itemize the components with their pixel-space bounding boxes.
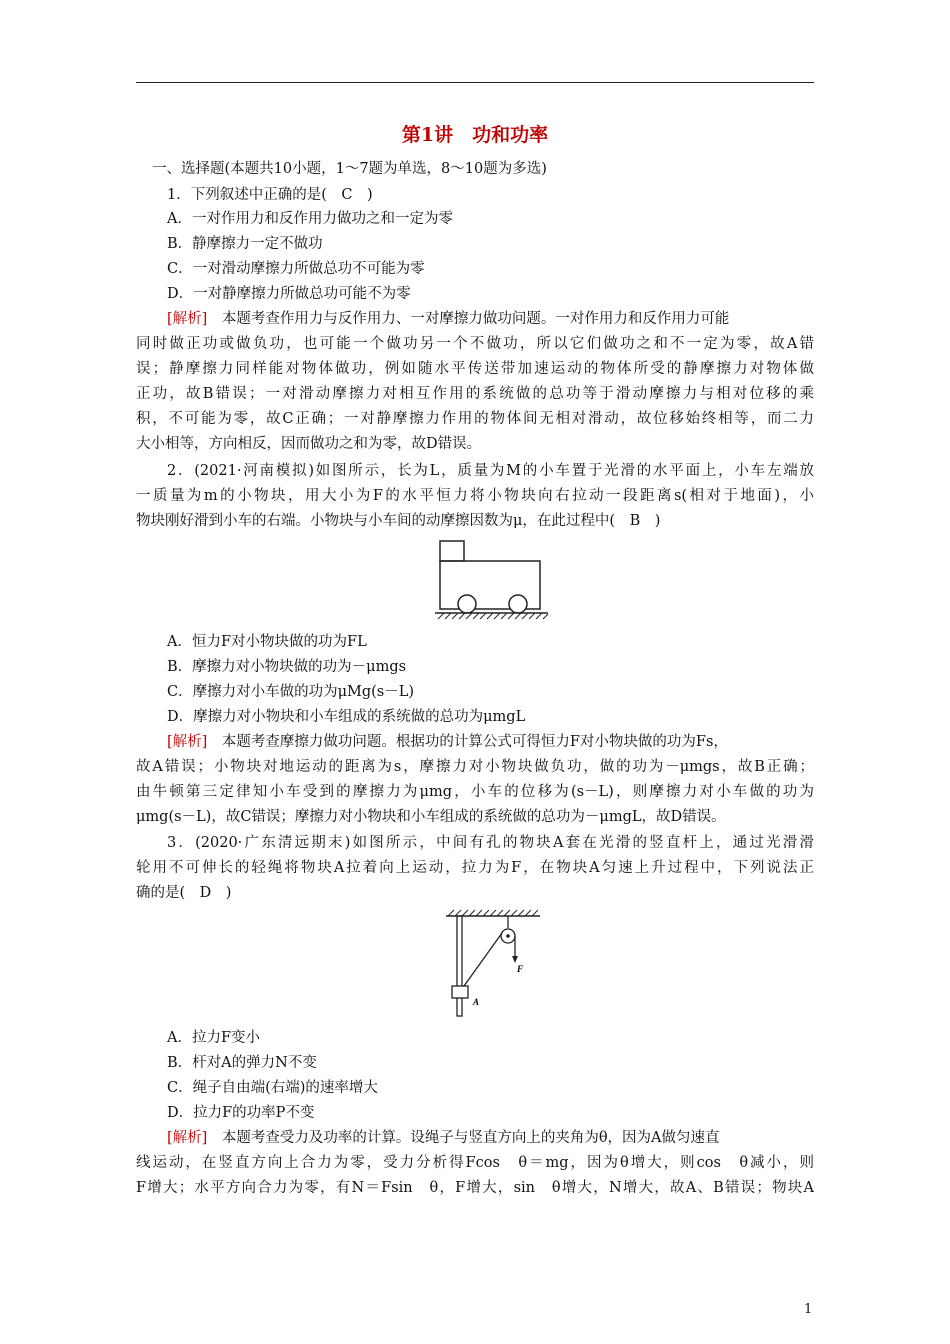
q1-analysis-line: 误；静摩擦力同样能对物体做功，例如随水平传送带加速运动的物体所受的静摩擦力对物体做 [136, 361, 814, 377]
q2-analysis-line: μmg(s－L)，故C错误；摩擦力对小物块和小车组成的系统做的总功为－μmgL，故D错误。 [136, 809, 726, 825]
q1-analysis-line: 正功，故B错误；一对滑动摩擦力对相互作用的系统做的总功等于滑动摩擦力与相对位移的乘 [136, 386, 814, 402]
vertical-rod [457, 916, 462, 1016]
small-block [440, 541, 464, 561]
q1-analysis-line: [解析] 本题考查作用力与反作用力、一对摩擦力做功问题。一对作用力和反作用力可能 [167, 311, 730, 327]
q3-option-a: A．拉力F变小 [167, 1030, 261, 1046]
analysis-tag: [解析] [167, 734, 208, 750]
pulley-figure [440, 906, 546, 1018]
q2-analysis-line: [解析] 本题考查摩擦力做功问题。根据功的计算公式可得恒力F对小物块做的功为Fs， [167, 734, 728, 750]
q2-option-b: B．摩擦力对小物块做的功为－μmgs [167, 659, 407, 675]
q1-option-c: C．一对滑动摩擦力所做总功不可能为零 [167, 261, 425, 277]
header-rule [136, 82, 814, 83]
q3-analysis-line: 线运动，在竖直方向上合力为零，受力分析得Fcos θ＝mg，因为θ增大，则cos θ减小，则 [136, 1155, 814, 1171]
page-title: 第1讲 功和功率 [401, 124, 549, 146]
page-number: 1 [804, 1302, 813, 1317]
q3-stem-line: 确的是( D ) [136, 885, 232, 901]
section-heading: 一、选择题(本题共10小题，1～7题为单选，8～10题为多选) [152, 161, 547, 177]
q1-analysis-line: 积，不可能为零，故C正确；一对静摩擦力作用的物体间无相对滑动，故位移始终相等，而二力 [136, 411, 814, 427]
q2-analysis-line: 由牛顿第三定律知小车受到的摩擦力为μmg，小车的位移为(s－L)，则摩擦力对小车做的功为 [136, 784, 814, 800]
q3-option-b: B．杆对A的弹力N不变 [167, 1055, 317, 1071]
block-a [452, 986, 468, 998]
q2-option-a: A．恒力F对小物块做的功为FL [167, 634, 367, 650]
rope-left [464, 933, 502, 986]
force-label: F [517, 964, 524, 974]
q3-stem-line: 轮用不可伸长的轻绳将物块A拉着向上运动，拉力为F，在物块A匀速上升过程中，下列说法正 [136, 860, 814, 876]
block-label: A [473, 997, 480, 1007]
q3-option-c: C．绳子自由端(右端)的速率增大 [167, 1080, 378, 1096]
ground-hatch [438, 613, 548, 619]
q1-analysis-line: 同时做正功或做负功，也可能一个做功另一个不做功，所以它们做功之和不一定为零，故A错 [136, 336, 814, 352]
q1-analysis-line: 大小相等，方向相反，因而做功之和为零，故D错误。 [136, 436, 482, 452]
q2-stem-line: 一质量为m的小物块，用大小为F的水平恒力将小物块向右拉动一段距离s(相对于地面)，小 [136, 488, 814, 504]
pulley-axle [506, 934, 510, 938]
q3-stem-line: 3．(2020·广东清远期末)如图所示，中间有孔的物块A套在光滑的竖直杆上，通过光滑滑 [167, 835, 814, 851]
cart-figure [430, 536, 554, 628]
cart-wheel-right [509, 595, 527, 613]
q2-stem-line: 2．(2021·河南模拟)如图所示，长为L，质量为M的小车置于光滑的水平面上，小车左端放 [167, 463, 814, 479]
q2-analysis-line: 故A错误；小物块对地运动的距离为s，摩擦力对小物块做负功，做的功为－μmgs，故B正确； [136, 759, 814, 775]
analysis-tag: [解析] [167, 1130, 208, 1146]
q3-analysis-line: F增大；水平方向合力为零，有N＝Fsin θ，F增大，sin θ增大，N增大，故A、B错误；物块A [136, 1180, 814, 1196]
q1-option-d: D．一对静摩擦力所做总功可能不为零 [167, 286, 411, 302]
q3-analysis-line: [解析] 本题考查受力及功率的计算。设绳子与竖直方向上的夹角为θ，因为A做匀速直 [167, 1130, 720, 1146]
q2-option-c: C．摩擦力对小车做的功为μMg(s－L) [167, 684, 415, 700]
q1-option-a: A．一对作用力和反作用力做功之和一定为零 [167, 211, 453, 227]
q2-stem-line: 物块刚好滑到小车的右端。小物块与小车间的动摩擦因数为μ，在此过程中( B ) [136, 513, 661, 529]
q1-option-b: B．静摩擦力一定不做功 [167, 236, 323, 252]
q3-option-d: D．拉力F的功率P不变 [167, 1105, 315, 1121]
ceiling-hatch [448, 910, 538, 916]
analysis-tag: [解析] [167, 311, 208, 327]
force-arrow [512, 956, 518, 963]
q2-option-d: D．摩擦力对小物块和小车组成的系统做的总功为μmgL [167, 709, 526, 725]
q1-answer: C [341, 187, 353, 203]
q1-stem: 1．下列叙述中正确的是( C ) [167, 187, 373, 203]
cart-wheel-left [458, 595, 476, 613]
q2-answer: B [629, 513, 641, 529]
q3-answer: D [199, 885, 212, 901]
